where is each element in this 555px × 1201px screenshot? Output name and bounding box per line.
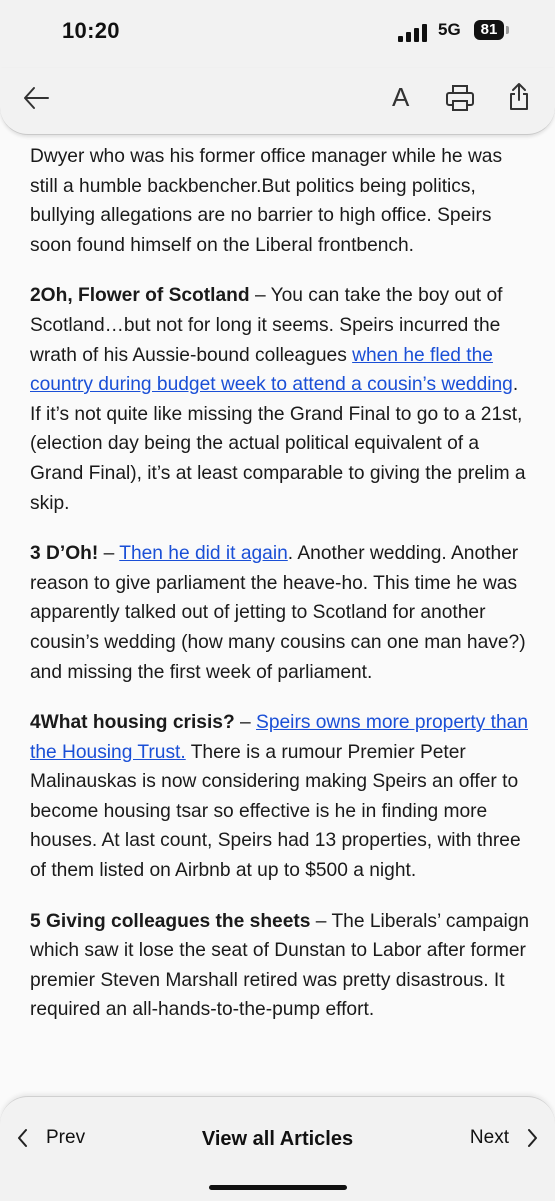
- section-heading-5: 5 Giving colleagues the sheets: [30, 910, 311, 932]
- battery-icon: [474, 20, 504, 40]
- printer-icon[interactable]: [445, 84, 475, 112]
- back-arrow-icon[interactable]: [22, 84, 50, 112]
- battery-tip: [506, 26, 509, 34]
- link-housing-trust[interactable]: Speirs owns more property than the Housing Trust.: [30, 712, 528, 763]
- signal-icon: [398, 24, 432, 42]
- battery-level: 81: [480, 21, 498, 38]
- paragraph-1: Dwyer who was his former office manager while he was still a humble backbencher.But politics being politics, bullying allegations are no barrier to high office. Speirs soon found himself on the Liberal frontbench.: [30, 146, 503, 256]
- link-budget-week-wedding[interactable]: when he fled the country during budget week to attend a cousin’s wedding: [30, 344, 513, 396]
- network-type: 5G: [438, 20, 461, 39]
- article-toolbar: [0, 68, 555, 135]
- view-all-articles-button[interactable]: View all Articles: [201, 1128, 354, 1150]
- chevron-right-icon: [525, 1128, 539, 1148]
- paragraph-2: 2Oh, Flower of Scotland – You can take the boy out of Scotland…but not for long it seems. Speirs incurred the wrath of his Aussie-bound colleagues when he fled the country during budget week to attend a cousin’s wedding. If it’s not quite like missing the Grand Final to go to a 21st, (election day being the actual political equivalent of a Grand Final), it’s at least comparable to giving the prelim a skip.: [30, 285, 526, 514]
- paragraph-4: 4What housing crisis? – Speirs owns more property than the Housing Trust. There is a rumour Premier Peter Malinauskas is now considering making Speirs an offer to become housing tsar so effective is he in finding more houses. At last count, Speirs had 13 properties, with three of them listed on Airbnb at up to $500 a night.: [30, 712, 528, 882]
- section-heading-2: 2Oh, Flower of Scotland: [30, 285, 250, 307]
- share-icon[interactable]: [508, 81, 530, 111]
- status-time: 10:20: [62, 18, 120, 43]
- paragraph-3: 3 D’Oh! – Then he did it again. Another wedding. Another reason to give parliament the heave-ho. This time he was apparently talked out of jetting to Scotland for another cousin’s wedding (how many cousins can one man have?) and missing the first week of parliament.: [30, 543, 526, 683]
- article-content: [30, 142, 530, 1046]
- prev-label: Prev: [46, 1127, 86, 1148]
- home-indicator[interactable]: [209, 1185, 347, 1190]
- next-button[interactable]: [470, 1127, 539, 1149]
- paragraph-5: 5 Giving colleagues the sheets – The Liberals’ campaign which saw it lose the seat of Dunstan to Labor after former premier Steven Marshall retired was pretty disastrous. It required an all-hands-to-the-pump effort.: [30, 910, 530, 1021]
- link-did-it-again[interactable]: Then he did it again: [119, 543, 288, 565]
- next-label: Next: [469, 1127, 509, 1148]
- status-bar: [0, 0, 555, 68]
- section-heading-3: 3 D’Oh!: [30, 543, 99, 565]
- text-size-button[interactable]: A: [392, 82, 410, 112]
- section-heading-4: 4What housing crisis?: [30, 712, 235, 734]
